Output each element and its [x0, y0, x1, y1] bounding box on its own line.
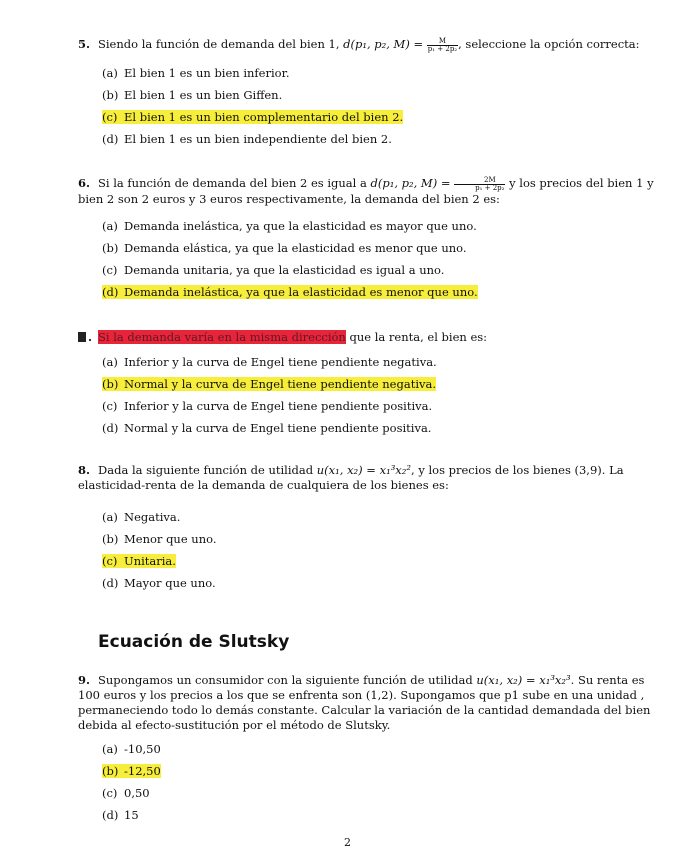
question-number: 6.	[78, 176, 91, 190]
option-d[interactable]: (d) Normal y la curva de Engel tiene pendiente positiva.	[102, 421, 432, 435]
utility-formula: u(x₁, x₂) = x₁³x₂³	[476, 673, 571, 687]
option-a[interactable]: (a) Demanda inelástica, ya que la elasticidad es mayor que uno.	[102, 219, 477, 233]
question-number: 8.	[78, 463, 91, 477]
option-d[interactable]: (d) Mayor que uno.	[102, 576, 216, 590]
option-c-correct[interactable]: (c) El bien 1 es un bien complementario del bien 2.	[102, 110, 404, 124]
question-8-options	[102, 509, 216, 597]
question-9	[78, 673, 658, 733]
question-7	[78, 330, 658, 345]
question-8	[78, 463, 658, 493]
option-b-correct[interactable]: (b) -12,50	[102, 764, 161, 778]
option-b[interactable]: (b) Demanda elástica, ya que la elasticidad es menor que uno.	[102, 241, 467, 255]
question-text: Si la función de demanda del bien 2 es igual a d(p₁, p₂, M) = $\frac{2M}{\text{p₁ + 2p₂}}$ y los precios del bien 1 y bien 2 son 2 euros y 3 euros respectivamente, la demanda del bien 2 es:	[78, 175, 654, 206]
question-7-options	[102, 354, 437, 442]
question-text: Supongamos un consumidor con la siguiente función de utilidad u(x₁, x₂) = x₁³x₂³. Su renta es 100 euros y los precios a los que se enfrenta son (1,2). Supongamos que p1 sube en una unidad , permaneciendo todo lo demás constante. Calcular la variación de la cantidad demandada del bien debida al efecto-sustitución por el método de Slutsky.	[78, 673, 651, 732]
question-number: 9.	[78, 673, 91, 687]
option-d[interactable]: (d) El bien 1 es un bien independiente del bien 2.	[102, 132, 392, 146]
question-text: Dada la siguiente función de utilidad u(x₁, x₂) = x₁³x₂², y los precios de los bienes (3,9). La elasticidad-renta de la demanda de cualquiera de los bienes es:	[78, 463, 624, 492]
option-c[interactable]: (c) Demanda unitaria, ya que la elasticidad es igual a uno.	[102, 263, 445, 277]
section-title: Ecuación de Slutsky	[98, 632, 290, 652]
question-text: Si la demanda varía en la misma dirección que la renta, el bien es:	[98, 330, 488, 344]
option-d[interactable]: (d) 15	[102, 808, 139, 822]
option-c[interactable]: (c) 0,50	[102, 786, 150, 800]
question-number: 5.	[78, 37, 91, 51]
formula-fraction: $\frac{2M}{\text{p₁ + 2p₂}}$	[454, 177, 505, 192]
option-c[interactable]: (c) Inferior y la curva de Engel tiene pendiente positiva.	[102, 399, 433, 413]
option-a[interactable]: (a) Inferior y la curva de Engel tiene pendiente negativa.	[102, 355, 437, 369]
question-text: Siendo la función de demanda del bien 1, d(p₁, p₂, M) = $\frac{M}{\text{p₁ + 2p₂}}$ , seleccione la opción correcta:	[98, 36, 640, 53]
question-number: .	[78, 330, 92, 345]
option-a[interactable]: (a) -10,50	[102, 742, 161, 756]
question-5	[78, 37, 658, 53]
option-b-correct[interactable]: (b) Normal y la curva de Engel tiene pendiente negativa.	[102, 377, 437, 391]
option-b[interactable]: (b) Menor que uno.	[102, 532, 217, 546]
question-9-options	[102, 741, 161, 829]
option-d-correct[interactable]: (d) Demanda inelástica, ya que la elasticidad es menor que uno.	[102, 285, 478, 299]
option-a[interactable]: (a) El bien 1 es un bien inferior.	[102, 66, 290, 80]
question-5-options	[102, 65, 403, 153]
option-b[interactable]: (b) El bien 1 es un bien Giffen.	[102, 88, 283, 102]
question-6	[78, 176, 658, 207]
page-number: 2	[344, 836, 351, 849]
highlighted-phrase: Si la demanda varía en la misma dirección	[98, 330, 346, 344]
option-c-correct[interactable]: (c) Unitaria.	[102, 554, 176, 568]
option-a[interactable]: (a) Negativa.	[102, 510, 181, 524]
formula-fraction: $\frac{M}{\text{p₁ + 2p₂}}$	[427, 36, 458, 53]
utility-formula: u(x₁, x₂) = x₁³x₂²	[316, 463, 412, 477]
question-6-options	[102, 218, 478, 306]
